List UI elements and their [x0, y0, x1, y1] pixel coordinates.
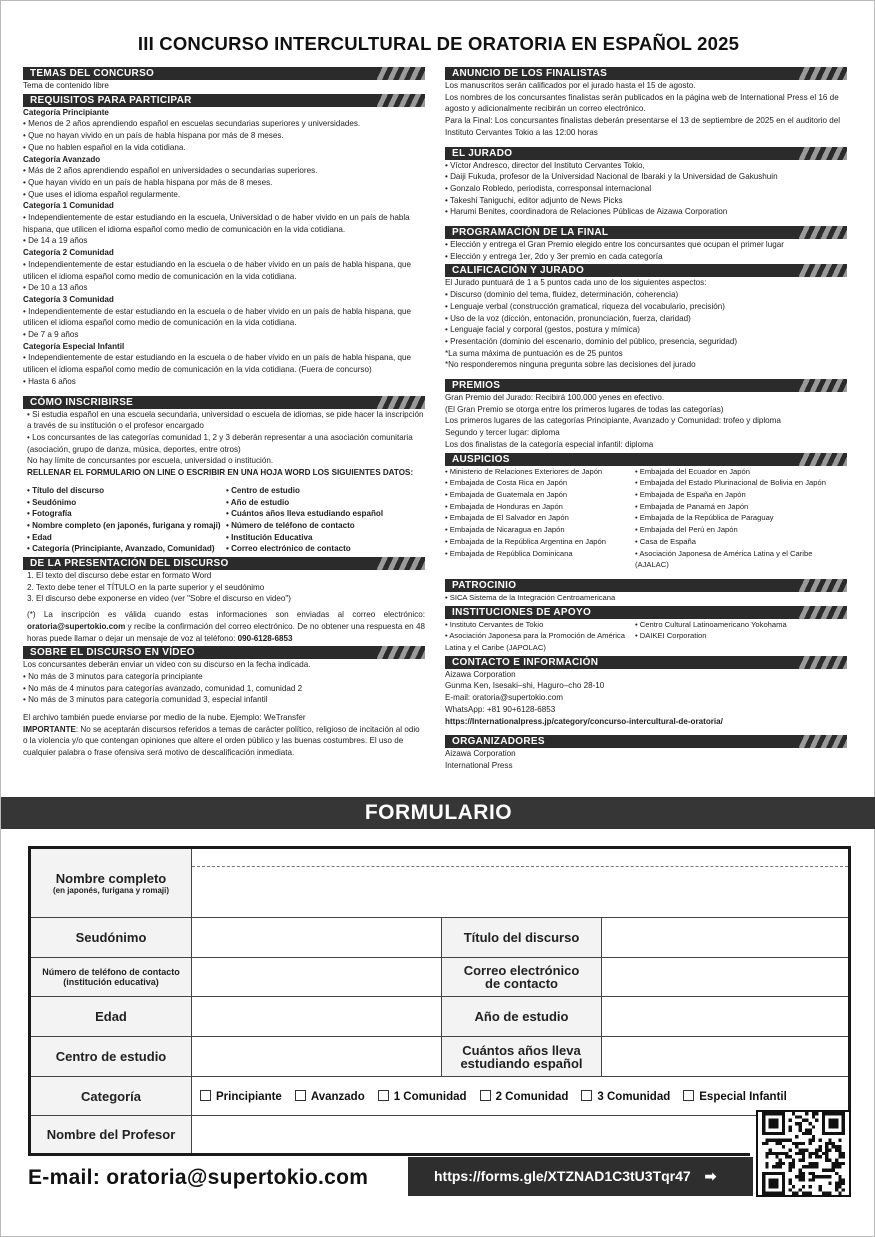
- category-name: Categoría Principiante: [23, 107, 109, 117]
- category-line: • Que hayan vivido en un país de habla hispana por más de 8 meses.: [23, 177, 273, 187]
- checkbox-icon[interactable]: [683, 1090, 694, 1101]
- inscribirse-line: • Los concursantes de las categorías comunidad 1, 2 y 3 deberán representar a una asociación comunitaria (asociación, grupo de danza, música, deportes, entre otros): [27, 432, 413, 454]
- dato-item: • Año de estudio: [226, 497, 290, 507]
- auspicio-item: • Asociación Japonesa de América Latina y el Caribe (AJALAC): [635, 548, 813, 570]
- presentacion-line: 3. El discurso debe exponerse en video (ver "Sobre el discurso en video"): [27, 594, 291, 604]
- calificacion-line: • Uso de la voz (dicción, entonación, pronunciación, fuerza, claridad): [445, 313, 691, 323]
- categoria-option-label: 1 Comunidad: [393, 1090, 467, 1103]
- label-centro: Centro de estudio: [31, 1037, 192, 1076]
- checkbox-icon[interactable]: [480, 1090, 491, 1101]
- calificacion-line: • Presentación (dominio del escenario, dominio del público, presencia, seguridad): [445, 336, 738, 346]
- auspicio-item: • Embajada del Ecuador en Japón: [635, 466, 750, 476]
- checkbox-icon[interactable]: [378, 1090, 389, 1101]
- category-line: • Que no hablen español en la vida cotidiana.: [23, 142, 186, 152]
- dato-item: • Número de teléfono de contacto: [226, 520, 355, 530]
- premios-line: Los primeros lugares de las categorías Principiante, Avanzado y Comunidad: trofeo y diploma: [445, 416, 781, 426]
- premios-line: Segundo y tercer lugar: diploma: [445, 428, 560, 438]
- label-anio: Año de estudio: [442, 997, 602, 1036]
- qr-code-icon: [756, 1110, 851, 1197]
- inscribirse-line: • Si estudia español en una escuela secundaria, universidad o escuela de idiomas, se pide hacer la inscripción a través de su institución o el profesor encargado: [27, 409, 424, 431]
- dato-item: • Título del discurso: [27, 485, 105, 495]
- calificacion-line: *No responderemos ninguna pregunta sobre las decisiones del jurado: [445, 360, 696, 370]
- left-column: [23, 65, 425, 759]
- anuncio-line: Los manuscritos serán calificados por el jurado hasta el 15 de agosto.: [445, 81, 696, 90]
- dato-item: • Nombre completo (en japonés, furigana y romaji): [27, 520, 221, 530]
- contacto-line: Gunma Ken, Isesaki–shi, Haguro–cho 28-10: [445, 681, 605, 691]
- label-nombre: Nombre completo (en japonés, furigana y romaji): [31, 849, 192, 917]
- category-line: • Independientemente de estar estudiando en la escuela o de haber vivido en un país de habla hispana, que utilicen el idioma español como medio de comunicación en la vida cotidiana.: [23, 306, 412, 328]
- jurado-line: • Víctor Andresco, director del Instituto Cervantes Tokio,: [445, 160, 645, 170]
- auspicio-item: • Casa de España: [635, 536, 696, 546]
- categoria-option-label: 3 Comunidad: [597, 1090, 671, 1103]
- section-header-anuncio: ANUNCIO DE LOS FINALISTAS: [445, 67, 847, 80]
- jurado-line: • Gonzalo Robledo, periodista, corresponsal internacional: [445, 183, 652, 193]
- section-header-contacto: CONTACTO E INFORMACIÓN: [445, 656, 847, 669]
- category-line: • De 14 a 19 años: [23, 236, 88, 246]
- video-line: Los concursantes deberán enviar un video con su discurso en la fecha indicada.: [23, 660, 311, 670]
- calificacion-line: • Lenguaje facial y corporal (gestos, postura y mímica): [445, 325, 640, 335]
- video-important: IMPORTANTE: No se aceptarán discursos referidos a temas de carácter político, religioso de incitación al odio o la violencia y/o que contengan opiniones que altere el orden público y las buenas costumbres. El uso de cualquier palabra o frase ofensiva será motivo de descalificación inmediata.: [23, 724, 420, 758]
- label-cuantos: Cuántos años lleva estudiando español: [442, 1037, 602, 1076]
- categoria-option[interactable]: [378, 1090, 467, 1103]
- anuncio-line: Los nombres de los concursantes finalistas serán publicados en la página web de International Press el 16 de agosto y adicionalmente recibirán un correo electrónico.: [445, 92, 839, 114]
- category-line: • Menos de 2 años aprendiendo español en escuelas secundarias superiores y universidades.: [23, 119, 361, 129]
- dato-item: • Edad: [27, 532, 52, 542]
- category-line: • Hasta 6 años: [23, 376, 76, 386]
- presentacion-line: 2. Texto debe tener el TÍTULO en la parte superior y el seudónimo: [27, 582, 265, 592]
- category-line: • Más de 2 años aprendiendo español en universidades o secundarias superiores.: [23, 166, 318, 176]
- jurado-line: • Takeshi Taniguchi, editor adjunto de News Picks: [445, 195, 623, 205]
- contact-email[interactable]: oratoria@supertokio.com: [27, 621, 126, 631]
- category-line: • Independientemente de estar estudiando en la escuela o de haber vivido en un país de habla hispana, que utilicen el idioma español como medio de comunicación en la vida cotidiana.: [23, 259, 412, 281]
- auspicio-item: • Embajada del Perú en Japón: [635, 525, 738, 535]
- right-column: [445, 65, 847, 772]
- calificacion-line: *La suma máxima de puntuación es de 25 puntos: [445, 348, 623, 358]
- categoria-option[interactable]: [683, 1090, 787, 1103]
- seudonimo-input[interactable]: [192, 918, 442, 957]
- auspicios-list: [445, 466, 847, 571]
- apoyo-list: [445, 619, 847, 654]
- dato-item: • Fotografía: [27, 509, 72, 519]
- organizadores-line: Aizawa Corporation: [445, 749, 516, 759]
- apoyo-item: • Asociación Japonesa para la Promoción de América Latina y el Caribe (JAPOLAC): [445, 631, 625, 653]
- label-correo: Correo electrónico de contacto: [442, 958, 602, 996]
- category-line: • Independientemente de estar estudiando en la escuela o de haber vivido en un país de habla hispana, que utilicen el idioma español como medio de comunicación en la vida cotidiana. (Fuera de concurso): [23, 353, 412, 375]
- apoyo-item: • DAIKEI Corporation: [635, 631, 707, 641]
- dato-item: • Institución Educativa: [226, 532, 313, 542]
- contacto-url-link[interactable]: https://Internationalpress.jp/category/concurso-intercultural-de-oratoria/: [445, 716, 723, 726]
- section-header-jurado: EL JURADO: [445, 147, 847, 160]
- auspicio-item: • Embajada de República Dominicana: [445, 548, 573, 558]
- checkbox-icon[interactable]: [295, 1090, 306, 1101]
- temas-text: Tema de contenido libre: [23, 81, 109, 90]
- auspicio-item: • Embajada de España en Japón: [635, 489, 746, 499]
- nombre-input[interactable]: [192, 849, 848, 917]
- video-line: • No más de 3 minutos para categoría comunidad 3, especial infantil: [23, 695, 268, 705]
- categoria-option[interactable]: [295, 1090, 365, 1103]
- auspicio-item: • Embajada de la República Argentina en Japón: [445, 536, 606, 546]
- label-edad: Edad: [31, 997, 192, 1036]
- calificacion-line: El Jurado puntuará de 1 a 5 puntos cada uno de los siguientes aspectos:: [445, 278, 707, 288]
- section-header-requisitos: REQUISITOS PARA PARTICIPAR: [23, 94, 425, 107]
- categoria-option[interactable]: [581, 1090, 670, 1103]
- auspicio-item: • Embajada de Costa Rica en Japón: [445, 478, 568, 488]
- dato-item: • Seudónimo: [27, 497, 77, 507]
- arrow-right-icon: ➡: [704, 1168, 717, 1184]
- category-name: Categoría 2 Comunidad: [23, 248, 114, 258]
- dato-item: • Correo electrónico de contacto: [226, 544, 351, 554]
- anio-input[interactable]: [602, 997, 848, 1036]
- auspicio-item: • Embajada de Guatemala en Japón: [445, 489, 568, 499]
- auspicio-item: • Embajada de Panamá en Japón: [635, 501, 749, 511]
- contact-phone: 090-6128-6853: [237, 633, 293, 643]
- categoria-option-label: 2 Comunidad: [495, 1090, 569, 1103]
- category-line: • De 10 a 13 años: [23, 283, 88, 293]
- category-name: Categoría 3 Comunidad: [23, 294, 114, 304]
- footer: [28, 1154, 851, 1196]
- section-header-premios: PREMIOS: [445, 379, 847, 392]
- dato-item: • Cuántos años lleva estudiando español: [226, 509, 384, 519]
- anuncio-line: Para la Final: Los concursantes finalistas deberán presentarse el 13 de septiembre de 2025 en el auditorio del Instituto Cervantes Tokio a las 12:00 horas: [445, 116, 841, 137]
- datos-list: [23, 485, 425, 555]
- correo-input[interactable]: [602, 958, 848, 996]
- categoria-option-label: Especial Infantil: [699, 1090, 787, 1103]
- programacion-line: • Elección y entrega 1er, 2do y 3er premio en cada categoría: [445, 251, 663, 261]
- premios-line: Los dos finalistas de la categoría especial infantil: diploma: [445, 439, 654, 449]
- label-titulo: Título del discurso: [442, 918, 602, 957]
- categoria-options: [192, 1077, 848, 1115]
- auspicio-item: • Embajada de Nicaragua en Japón: [445, 525, 565, 535]
- footer-form-link[interactable]: https://forms.gle/XTZNAD1C3tU3Tqr47 ➡: [408, 1157, 753, 1196]
- premios-line: Gran Premio del Jurado: Recibirá 100.000 yenes en efectivo.: [445, 393, 665, 403]
- section-header-video: SOBRE EL DISCURSO EN VÍDEO: [23, 646, 425, 659]
- section-header-apoyo: INSTITUCIONES DE APOYO: [445, 606, 847, 619]
- video-line: • No más de 3 minutos para categoría principiante: [23, 671, 203, 681]
- premios-line: (El Gran Premio se otorga entre los primeros lugares de todas las categorías): [445, 404, 724, 414]
- section-header-inscribirse: CÓMO INSCRIBIRSE: [23, 396, 425, 409]
- requisitos-list: [23, 107, 425, 388]
- checkbox-icon[interactable]: [581, 1090, 592, 1101]
- category-name: Categoría Especial Infantil: [23, 341, 125, 351]
- dato-item: • Categoría (Principiante, Avanzado, Comunidad): [27, 544, 215, 554]
- page-title: III CONCURSO INTERCULTURAL DE ORATORIA EN ESPAÑOL 2025: [137, 33, 740, 54]
- registration-form: [28, 846, 851, 1156]
- category-name: Categoría 1 Comunidad: [23, 201, 114, 211]
- contacto-line: Aizawa Corporation: [445, 669, 516, 679]
- categoria-option[interactable]: [480, 1090, 569, 1103]
- section-header-programacion: PROGRAMACIÓN DE LA FINAL: [445, 226, 847, 239]
- footer-email[interactable]: E-mail: oratoria@supertokio.com: [28, 1166, 369, 1189]
- form-heading: FORMULARIO: [1, 797, 875, 829]
- jurado-line: • Harumi Benites, coordinadora de Relaciones Públicas de Aizawa Corporation: [445, 207, 728, 217]
- calificacion-line: • Lenguaje verbal (construcción gramatical, riqueza del vocabulario, precisión): [445, 301, 725, 311]
- section-header-auspicios: AUSPICIOS: [445, 453, 847, 466]
- contacto-line: E-mail: oratoria@supertokio.com: [445, 693, 563, 703]
- category-line: • Que no hayan vivido en un país de habla hispana por más de 8 meses.: [23, 131, 284, 141]
- video-line: • No más de 4 minutos para categorías avanzado, comunidad 1, comunidad 2: [23, 683, 303, 693]
- presentacion-line: 1. El texto del discurso debe estar en formato Word: [27, 571, 212, 581]
- categoria-option-label: Principiante: [216, 1090, 282, 1103]
- apoyo-item: • Centro Cultural Latinoamericano Yokohama: [635, 619, 787, 629]
- auspicio-item: • Embajada de El Salvador en Japón: [445, 513, 569, 523]
- category-line: • De 7 a 9 años: [23, 330, 79, 340]
- profesor-input[interactable]: [192, 1116, 750, 1153]
- jurado-line: • Daiji Fukuda, profesor de la Universidad Nacional de Ibaraki y la Universidad de Gakushuin: [445, 172, 778, 182]
- inscribirse-line: No hay límite de concursantes por escuela, universidad o institución.: [27, 456, 274, 466]
- auspicio-item: • Embajada del Estado Plurinacional de Bolivia en Japón: [635, 478, 826, 488]
- video-cloud: El archivo también puede enviarse por medio de la nube. Ejemplo: WeTransfer: [23, 713, 306, 723]
- section-header-temas: TEMAS DEL CONCURSO: [23, 67, 425, 80]
- label-telefono: Número de teléfono de contacto (institución educativa): [31, 958, 192, 996]
- titulo-input[interactable]: [602, 918, 848, 957]
- categoria-option-label: Avanzado: [310, 1090, 365, 1103]
- inscribirse-bold: RELLENAR EL FORMULARIO ON LINE O ESCRIBIR EN UNA HOJA WORD LOS SIGUIENTES DATOS:: [27, 468, 414, 478]
- checkbox-icon[interactable]: [200, 1090, 211, 1101]
- presentacion-note: (*) La inscripción es válida cuando estas informaciones son enviadas al correo electrónico: oratoria@supertokio.com y recibe la confirmación del correo electrónico. De no obtener una respuesta en 48 horas puede llamar o dejar un mensaje de voz al teléfono: 090-6128-6853: [27, 610, 425, 643]
- dato-item: • Centro de estudio: [226, 485, 300, 495]
- telefono-input[interactable]: [192, 958, 442, 996]
- section-header-calificacion: CALIFICACIÓN Y JURADO: [445, 264, 847, 277]
- categoria-option[interactable]: [200, 1090, 282, 1103]
- auspicio-item: • Embajada de la República de Paraguay: [635, 513, 774, 523]
- category-name: Categoría Avanzado: [23, 154, 101, 164]
- apoyo-item: • Instituto Cervantes de Tokio: [445, 619, 544, 629]
- section-header-organizadores: ORGANIZADORES: [445, 735, 847, 748]
- auspicio-item: • Embajada de Honduras en Japón: [445, 501, 563, 511]
- category-line: • Que uses el idioma español regularmente.: [23, 189, 181, 199]
- auspicio-item: • Ministerio de Relaciones Exteriores de Japón: [445, 466, 603, 476]
- calificacion-line: • Discurso (dominio del tema, fluidez, determinación, coherencia): [445, 290, 679, 300]
- centro-input[interactable]: [192, 1037, 442, 1076]
- label-profesor: Nombre del Profesor: [31, 1116, 192, 1153]
- patrocinio-line: • SICA Sistema de la Integración Centroamericana: [445, 592, 616, 602]
- category-line: • Independientemente de estar estudiando en la escuela, Universidad o de haber vivido en un país de habla hispana, que utilicen el idioma español como medio de comunicación en la vida cotidiana.: [23, 213, 410, 234]
- edad-input[interactable]: [192, 997, 442, 1036]
- organizadores-line: International Press: [445, 760, 513, 770]
- cuantos-input[interactable]: [602, 1037, 848, 1076]
- programacion-line: • Elección y entrega el Gran Premio elegido entre los concursantes que ocupan el primer lugar: [445, 240, 784, 250]
- section-header-presentacion: DE LA PRESENTACIÓN DEL DISCURSO: [23, 557, 425, 570]
- section-header-patrocinio: PATROCINIO: [445, 579, 847, 592]
- contacto-line: WhatsApp: +81 90+6128-6853: [445, 704, 556, 714]
- label-categoria: Categoría: [31, 1077, 192, 1115]
- label-seudonimo: Seudónimo: [31, 918, 192, 957]
